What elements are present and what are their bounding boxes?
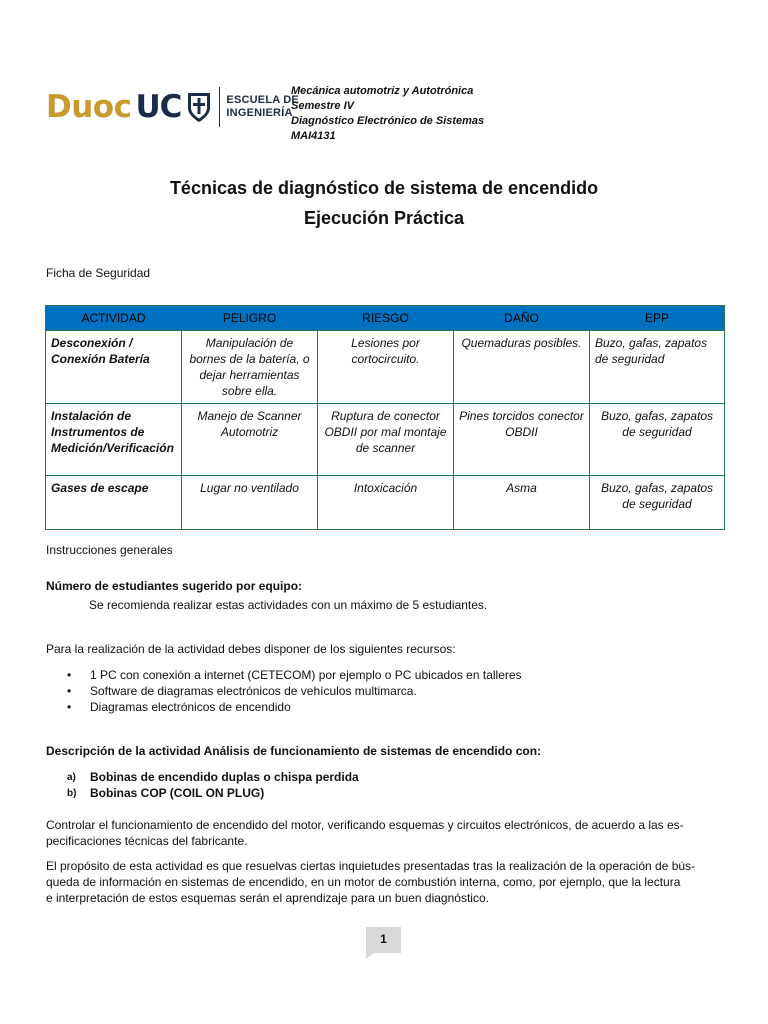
course-subject: Diagnóstico Electrónico de Sistemas xyxy=(291,115,485,127)
document-subtitle: Ejecución Práctica xyxy=(303,208,465,228)
logo-escuela-line1: ESCUELA DE xyxy=(226,94,299,106)
list-marker: a) xyxy=(67,772,76,783)
document-title: Técnicas de diagnóstico de sistema de encendido xyxy=(169,178,599,198)
paragraph-control xyxy=(46,817,684,849)
table-cell: Manejo de Scanner Automotriz xyxy=(182,404,318,476)
paragraph-line: Controlar el funcionamiento de encendido del motor, verificando esquemas y circuitos electrónicos, de acuerdo a las es- xyxy=(46,818,684,832)
logo-duoc-text: Duoc xyxy=(46,88,132,125)
instrucciones-heading: Instrucciones generales xyxy=(46,543,173,557)
table-cell: Manipulación de bornes de la batería, o dejar herramientas sobre ella. xyxy=(182,331,318,404)
table-cell: Pines torcidos conector OBDII xyxy=(454,404,590,476)
safety-table xyxy=(45,305,725,530)
resources-list xyxy=(46,667,522,715)
table-cell: Lesiones por cortocircuito. xyxy=(318,331,454,404)
table-cell: Buzo, gafas, zapatos de seguridad xyxy=(590,331,725,404)
recursos-intro: Para la realización de la actividad debes disponer de los siguientes recursos: xyxy=(46,642,456,656)
course-program: Mecánica automotriz y Autotrónica xyxy=(291,85,474,97)
table-row xyxy=(46,476,725,530)
column-header: ACTIVIDAD xyxy=(46,306,182,331)
table-cell: Buzo, gafas, zapatos de seguridad xyxy=(590,476,725,530)
course-semester: Semestre IV xyxy=(291,100,354,112)
table-cell: Desconexión / Conexión Batería xyxy=(46,331,182,404)
column-header: EPP xyxy=(590,306,725,331)
list-item xyxy=(46,769,359,785)
list-item xyxy=(46,785,359,801)
logo-escuela-line2: INGENIERÍA xyxy=(226,107,293,119)
num-estudiantes-label: Número de estudiantes sugerido por equipo: xyxy=(46,579,303,593)
course-info xyxy=(291,84,484,144)
table-cell: Asma xyxy=(454,476,590,530)
page-number: 1 xyxy=(366,927,401,953)
activity-items-list xyxy=(46,769,359,801)
logo-uc-text: UC xyxy=(135,88,182,125)
column-header: DAÑO xyxy=(454,306,590,331)
table-cell: Gases de escape xyxy=(46,476,182,530)
table-cell: Quemaduras posibles. xyxy=(454,331,590,404)
table-cell: Buzo, gafas, zapatos de seguridad xyxy=(590,404,725,476)
descripcion-heading: Descripción de la actividad Análisis de funcionamiento de sistemas de encendido con: xyxy=(46,744,542,758)
list-item: • Software de diagramas electrónicos de vehículos multimarca. xyxy=(46,683,522,699)
list-item: • 1 PC con conexión a internet (CETECOM) por ejemplo o PC ubicados en talleres xyxy=(46,667,522,683)
list-item-text: Bobinas COP (COIL ON PLUG) xyxy=(90,786,265,800)
paragraph-line: queda de información en sistemas de encendido, en un motor de combustión interna, como, por ejemplo, que la lectura xyxy=(46,875,681,889)
list-item-text: Bobinas de encendido duplas o chispa perdida xyxy=(90,770,359,784)
num-estudiantes-text: Se recomienda realizar estas actividades con un máximo de 5 estudiantes. xyxy=(89,598,488,612)
paragraph-proposito xyxy=(46,858,695,906)
table-cell: Lugar no ventilado xyxy=(182,476,318,530)
table-cell: Instalación de Instrumentos de Medición/Verificación xyxy=(46,404,182,476)
paragraph-line: El propósito de esta actividad es que resuelvas ciertas inquietudes presentadas tras la realización de la operación de bús- xyxy=(46,859,696,873)
column-header: PELIGRO xyxy=(182,306,318,331)
course-code: MAI4131 xyxy=(291,130,336,142)
table-row xyxy=(46,331,725,404)
ficha-heading: Ficha de Seguridad xyxy=(46,266,151,280)
table-cell: Ruptura de conector OBDII por mal montaje de scanner xyxy=(318,404,454,476)
column-header: RIESGO xyxy=(318,306,454,331)
logo-divider xyxy=(219,87,220,127)
uc-seal-icon xyxy=(185,90,213,124)
table-row xyxy=(46,404,725,476)
table-header-row xyxy=(46,306,725,331)
list-marker: b) xyxy=(67,788,77,799)
list-item: • Diagramas electrónicos de encendido xyxy=(46,699,522,715)
institution-logo xyxy=(46,86,299,128)
paragraph-line: pecificaciones técnicas del fabricante. xyxy=(46,834,248,848)
table-cell: Intoxicación xyxy=(318,476,454,530)
logo-escuela xyxy=(226,94,299,120)
paragraph-line: e interpretación de estos esquemas serán el aprendizaje para un buen diagnóstico. xyxy=(46,891,489,905)
